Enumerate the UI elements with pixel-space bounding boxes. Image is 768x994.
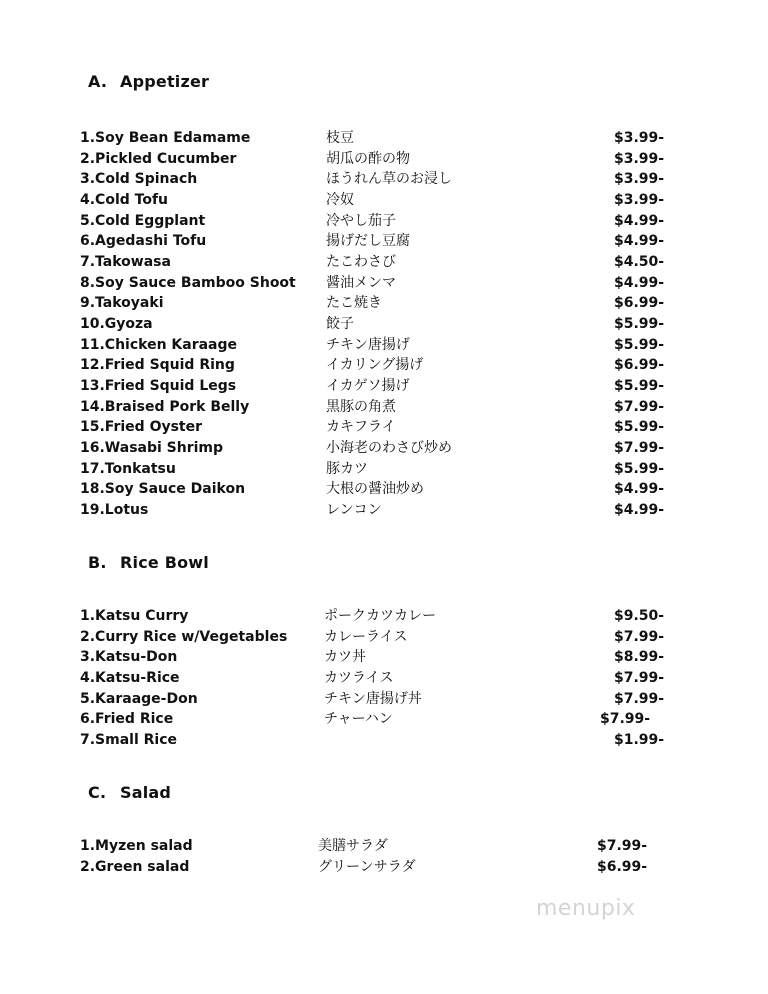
menu-item-price: $7.99-	[597, 838, 648, 854]
menu-item-japanese-name: チャーハン	[324, 711, 393, 728]
section-name: Rice Bowl	[120, 553, 209, 572]
menu-item	[80, 500, 680, 520]
menu-item-name: 17.Tonkatsu	[80, 460, 176, 477]
menu-item-price: $7.99-	[614, 398, 665, 415]
menu-item-price: $4.99-	[614, 502, 665, 519]
menu-item-japanese-name: 枝豆	[326, 130, 354, 146]
menu-item	[80, 417, 680, 437]
menu-item-japanese-name: 醤油メンマ	[326, 274, 396, 291]
menu-item-price: $4.99-	[614, 233, 665, 250]
menu-item-price: $5.99-	[614, 460, 665, 477]
menu-item-price: $8.99-	[614, 649, 665, 666]
menu-item-japanese-name: カツライス	[324, 670, 394, 686]
menu-item-price: $3.99-	[614, 192, 665, 208]
menu-item-price: $4.50-	[614, 254, 665, 271]
menu-item-japanese-name: カレーライス	[324, 628, 408, 645]
menu-item-name: 2.Green salad	[80, 858, 190, 875]
menu-item	[80, 231, 680, 251]
menu-item	[80, 293, 680, 313]
menu-item-name: 18.Soy Sauce Daikon	[80, 481, 246, 498]
menu-item	[80, 668, 680, 688]
menu-item-name: 14.Braised Pork Belly	[80, 398, 250, 415]
menu-item	[80, 128, 680, 148]
menu-item-price: $6.99-	[597, 858, 648, 875]
menu-item-price: $3.99-	[614, 150, 665, 167]
menu-item-japanese-name: たこわさび	[326, 254, 396, 271]
menu-item-japanese-name: 冷やし茄子	[326, 212, 396, 229]
menu-item-name: 2.Curry Rice w/Vegetables	[80, 628, 288, 645]
menu-item-price: $7.99-	[600, 711, 651, 728]
menu-item-name: 16.Wasabi Shrimp	[80, 440, 224, 457]
menu-item-price: $4.99-	[614, 274, 665, 291]
menu-item-price: $6.99-	[614, 295, 665, 312]
menu-item-price: $5.99-	[614, 336, 665, 353]
menu-item-price: $4.99-	[614, 212, 665, 229]
menu-item-price: $1.99-	[614, 732, 665, 749]
menu-item-japanese-name: レンコン	[326, 502, 382, 519]
menu-item-name: 12.Fried Squid Ring	[80, 357, 235, 374]
menu-item	[80, 355, 680, 375]
menu-item-name: 3.Cold Spinach	[80, 171, 198, 188]
section-letter: C.	[88, 783, 107, 802]
menu-item-name: 7.Small Rice	[80, 732, 178, 749]
menu-item	[80, 376, 680, 396]
menu-item-name: 5.Cold Eggplant	[80, 212, 206, 229]
menu-item-name: 4.Cold Tofu	[80, 192, 169, 208]
menu-item-japanese-name: 揚げだし豆腐	[326, 233, 410, 250]
menu-item-price: $7.99-	[614, 440, 665, 457]
menu-item-name: 13.Fried Squid Legs	[80, 378, 237, 395]
section-letter: B.	[88, 553, 107, 572]
menu-item-price: $5.99-	[614, 378, 665, 395]
section-title-salad	[88, 783, 171, 802]
menu-item	[80, 479, 680, 499]
menu-item	[80, 273, 680, 293]
menu-item-price: $5.99-	[614, 316, 665, 333]
menu-item	[80, 335, 680, 355]
menu-item	[80, 459, 680, 479]
menu-item-japanese-name: イカゲソ揚げ	[326, 378, 410, 395]
menu-item	[80, 169, 680, 189]
menu-item	[80, 252, 680, 272]
menu-item-price: $7.99-	[614, 670, 665, 686]
menu-item-price: $3.99-	[614, 130, 665, 146]
menu-item	[80, 211, 680, 231]
menu-item-japanese-name: ポークカツカレー	[324, 608, 436, 624]
menu-item-japanese-name: 小海老のわさび炒め	[326, 440, 452, 457]
menu-item-price: $6.99-	[614, 357, 665, 374]
menu-item	[80, 647, 680, 667]
menu-item-name: 5.Karaage-Don	[80, 690, 198, 707]
menu-item-name: 1.Soy Bean Edamame	[80, 130, 251, 146]
menu-item-japanese-name: 胡瓜の酢の物	[326, 150, 410, 167]
menu-item-japanese-name: ほうれん草のお浸し	[326, 171, 452, 188]
menu-item	[80, 857, 680, 877]
menu-item-name: 1.Katsu Curry	[80, 608, 189, 624]
menu-item-japanese-name: 冷奴	[326, 192, 354, 208]
section-title-appetizer	[88, 72, 209, 91]
menu-item-japanese-name: イカリング揚げ	[326, 357, 424, 374]
menu-item-name: 19.Lotus	[80, 502, 149, 519]
menu-item-name: 4.Katsu-Rice	[80, 670, 180, 686]
menu-item	[80, 730, 680, 750]
menu-item	[80, 149, 680, 169]
menu-item	[80, 190, 680, 210]
section-name: Appetizer	[120, 72, 210, 91]
menupix-watermark: menupix	[536, 896, 636, 921]
menu-item-japanese-name: グリーンサラダ	[318, 858, 416, 875]
menu-item-japanese-name: 美膳サラダ	[318, 838, 388, 854]
menu-item-name: 15.Fried Oyster	[80, 419, 203, 436]
menu-item-name: 6.Agedashi Tofu	[80, 233, 207, 250]
menu-item-name: 11.Chicken Karaage	[80, 336, 238, 353]
menu-item-name: 2.Pickled Cucumber	[80, 150, 237, 167]
menu-item	[80, 606, 680, 626]
menu-item-japanese-name: チキン唐揚げ丼	[324, 690, 422, 707]
menu-item	[80, 836, 680, 856]
menu-item-name: 3.Katsu-Don	[80, 649, 178, 666]
menu-item	[80, 689, 680, 709]
menu-item-name: 9.Takoyaki	[80, 295, 164, 312]
menu-item-price: $7.99-	[614, 690, 665, 707]
section-name: Salad	[120, 783, 172, 802]
menu-item-name: 10.Gyoza	[80, 316, 153, 333]
menu-item-name: 1.Myzen salad	[80, 838, 193, 854]
section-title-rice-bowl	[88, 553, 209, 572]
menu-item-price: $5.99-	[614, 419, 665, 436]
menu-item-japanese-name: 餃子	[326, 316, 354, 333]
menu-item-price: $7.99-	[614, 628, 665, 645]
menu-item-japanese-name: カキフライ	[326, 419, 396, 436]
section-letter: A.	[88, 72, 108, 91]
menu-item-japanese-name: たこ焼き	[326, 295, 382, 312]
menu-item-name: 7.Takowasa	[80, 254, 171, 271]
menu-item-price: $9.50-	[614, 608, 665, 624]
menu-item-price: $3.99-	[614, 171, 665, 188]
menu-item-japanese-name: 豚カツ	[326, 460, 368, 477]
menu-item-price: $4.99-	[614, 481, 665, 498]
menu-item	[80, 438, 680, 458]
menu-item-japanese-name: 大根の醤油炒め	[326, 481, 424, 498]
menu-item-japanese-name: カツ丼	[324, 649, 366, 666]
menu-item-japanese-name: チキン唐揚げ	[326, 336, 410, 353]
menu-item	[80, 709, 680, 729]
menu-item-name: 6.Fried Rice	[80, 711, 174, 728]
menu-item	[80, 314, 680, 334]
menu-item	[80, 627, 680, 647]
menu-item	[80, 397, 680, 417]
menu-item-japanese-name: 黒豚の角煮	[326, 398, 396, 415]
menu-item-name: 8.Soy Sauce Bamboo Shoot	[80, 274, 296, 291]
